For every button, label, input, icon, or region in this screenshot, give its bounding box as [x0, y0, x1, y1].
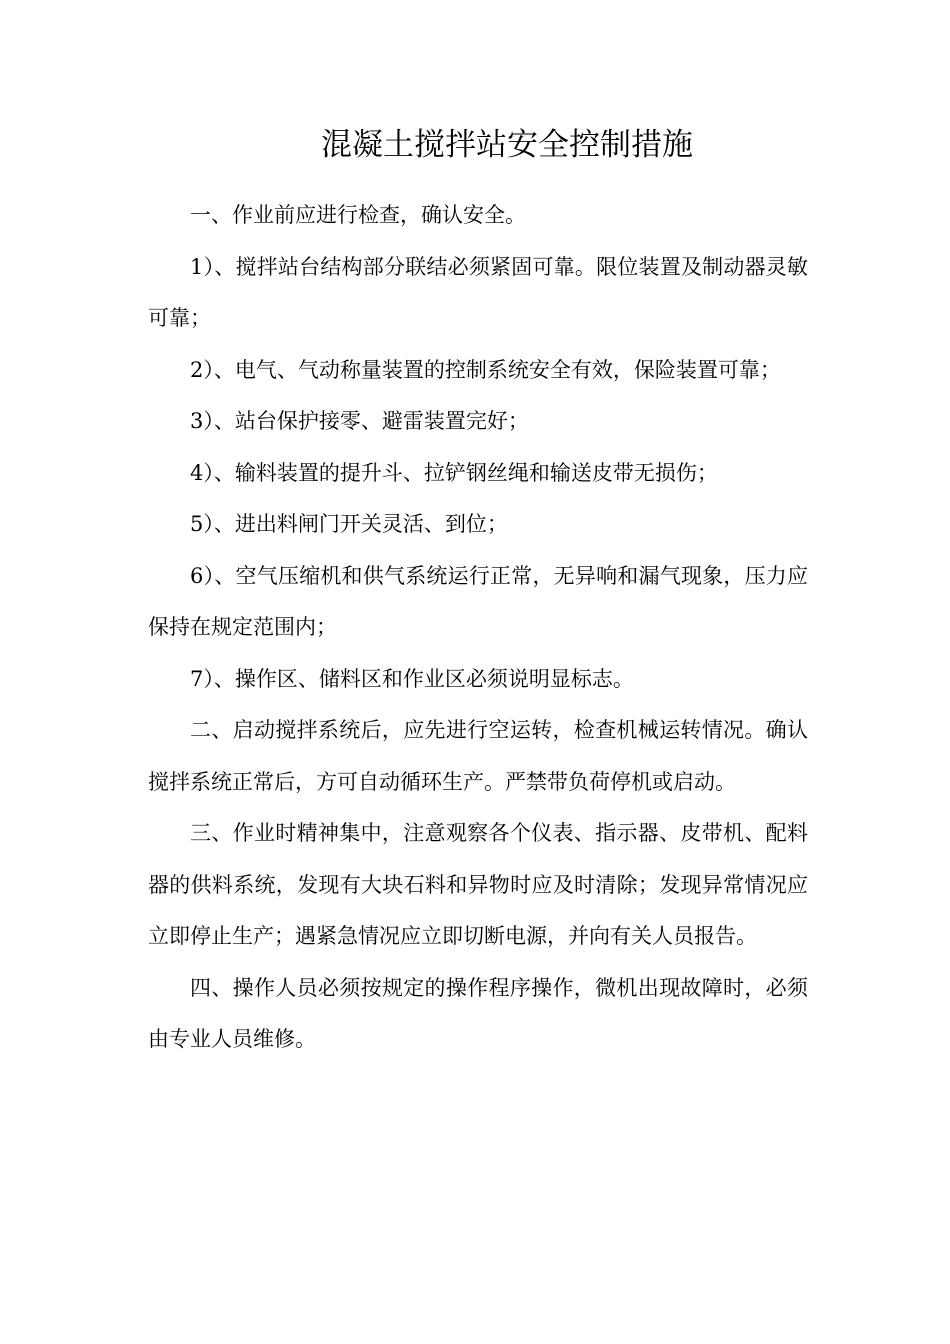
paragraph-item-1: 1）、搅拌站台结构部分联结必须紧固可靠。限位装置及制动器灵敏可靠； [148, 254, 808, 330]
paragraph-section-2: 二、启动搅拌系统后，应先进行空运转，检查机械运转情况。确认搅拌系统正常后，方可自动循环生产。严禁带负荷停机或启动。 [148, 718, 808, 794]
paragraph-item-6: 6）、空气压缩机和供气系统运行正常，无异响和漏气现象，压力应保持在规定范围内； [148, 563, 808, 639]
paragraph-section-4: 四、操作人员必须按规定的操作程序操作，微机出现故障时，必须由专业人员维修。 [148, 975, 808, 1051]
paragraph-item-3: 3）、站台保护接零、避雷装置完好； [190, 409, 529, 433]
paragraph-section-3: 三、作业时精神集中，注意观察各个仪表、指示器、皮带机、配料器的供料系统，发现有大块石料和异物时应及时清除；发现异常情况应立即停止生产；遇紧急情况应立即切断电源，并向有关人员报告。 [148, 821, 808, 948]
document-body [148, 190, 808, 1066]
paragraph-item-2: 2）、电气、气动称量装置的控制系统安全有效，保险装置可靠； [190, 357, 781, 382]
paragraph-item-5: 5）、进出料闸门开关灵活、到位； [190, 512, 508, 536]
paragraph-item-4: 4）、输料装置的提升斗、拉铲钢丝绳和输送皮带无损伤； [190, 460, 718, 485]
paragraph-inspection-heading: 一、作业前应进行检查，确认安全。 [190, 203, 526, 227]
paragraph-item-7: 7）、操作区、储料区和作业区必须说明显标志。 [190, 666, 634, 691]
document-title: 混凝土搅拌站安全控制措施 [321, 127, 693, 163]
